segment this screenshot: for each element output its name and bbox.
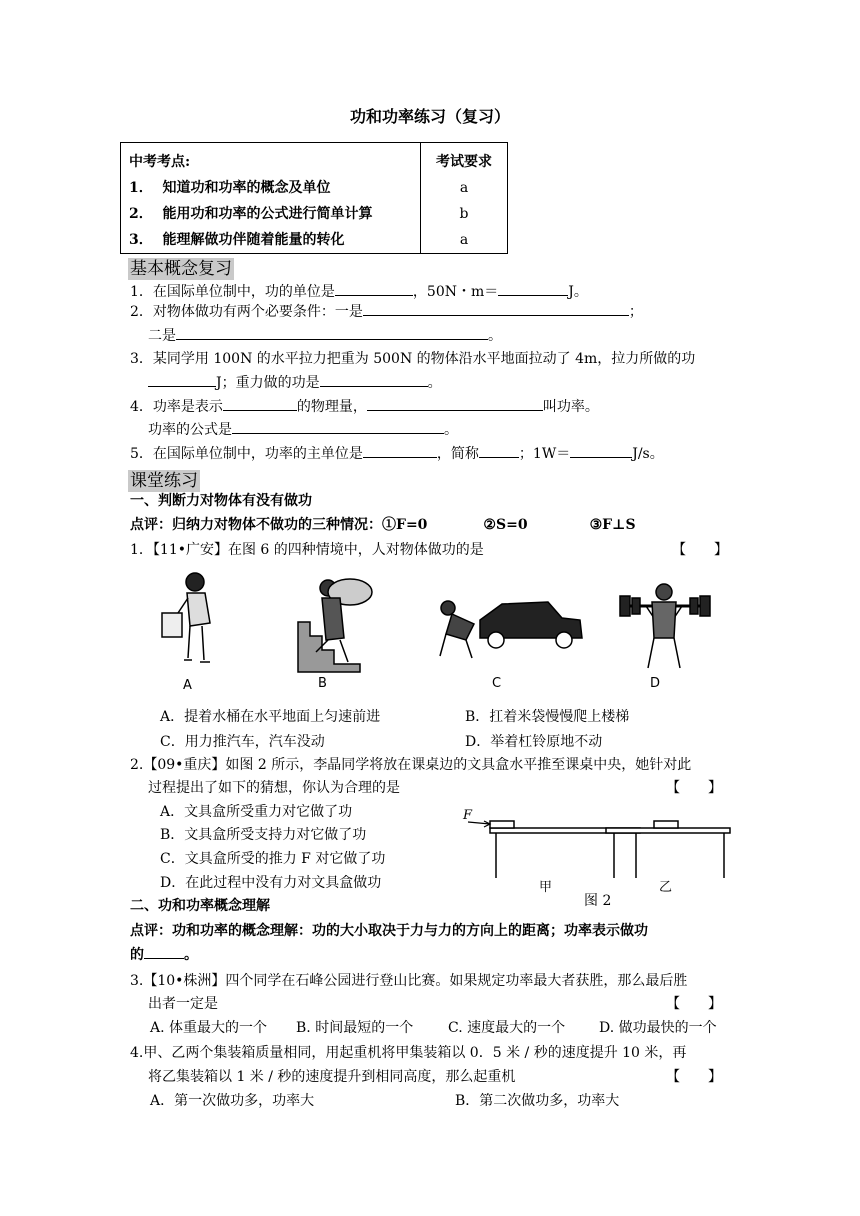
exam-point-num: 1． <box>129 180 153 196</box>
requirements-cell <box>421 143 508 254</box>
q-text: J；重力做的功是 <box>216 375 320 391</box>
q-text: 3．某同学用 100N 的水平拉力把重为 500N 的物体沿水平地面拉动了 4m，拉力所做的功 <box>130 351 696 367</box>
table-yi <box>606 821 730 878</box>
option-a: A．第一次做功多，功率大 <box>150 1093 315 1109</box>
exam-point-num: 2． <box>129 206 153 222</box>
option-d: D．举着杠铃原地不动 <box>465 734 603 750</box>
note-text: 的 <box>130 947 144 963</box>
q-text: 。 <box>427 375 442 391</box>
option-c: C．用力推汽车，汽车没动 <box>160 734 325 750</box>
figure-label-d: D <box>650 676 661 691</box>
blank <box>176 325 488 340</box>
blank <box>335 281 413 296</box>
figure-c-car-push <box>440 601 582 658</box>
option-b: B．第二次做功多，功率大 <box>455 1093 620 1109</box>
exam-point-text: 知道功和功率的概念及单位 <box>162 180 331 196</box>
q-text: J。 <box>568 284 588 300</box>
q-text: ；1W＝ <box>518 446 571 462</box>
figure-label-c: C <box>492 676 502 691</box>
figure-6 <box>150 568 730 696</box>
q-text: 1．在国际单位制中，功的单位是 <box>130 284 335 300</box>
note-text: ②S=0 <box>483 517 528 533</box>
problem-2-stem: 2.【09•重庆】如图 2 所示，李晶同学将放在课桌边的文具盒水平推至课桌中央，她针对此 <box>130 757 692 773</box>
exam-point-text: 能用功和功率的公式进行简单计算 <box>162 206 373 222</box>
part-2-title: 二、功和功率概念理解 <box>130 898 270 914</box>
answer-bracket: 【 】 <box>666 1069 722 1085</box>
q-text: J/s。 <box>632 446 664 462</box>
section-heading: 基本概念复习 <box>130 259 232 279</box>
exam-points-cell <box>121 143 421 254</box>
q-text: 叫功率。 <box>542 399 599 415</box>
figure-label-yi: 乙 <box>659 880 673 895</box>
q-text: 功率的公式是 <box>148 422 232 438</box>
requirements-header: 考试要求 <box>436 154 492 170</box>
problem-1-stem: 1．【11•广安】在图 6 的四种情境中，人对物体做功的是 <box>130 542 484 558</box>
exam-points-header: 中考考点: <box>129 154 191 170</box>
q-text: 二是 <box>148 328 176 344</box>
force-label: F <box>463 808 473 823</box>
figure-b-stairs-person <box>298 579 372 672</box>
exam-point-text: 能理解做功伴随着能量的转化 <box>162 232 345 248</box>
note-text: 点评：归纳力对物体不做功的三种情况：①F=0 <box>130 517 428 533</box>
q-text: 2．对物体做功有两个必要条件：一是 <box>130 304 363 320</box>
blank <box>570 443 632 458</box>
option-d: D．在此过程中没有力对文具盒做功 <box>160 875 382 891</box>
blank <box>363 443 437 458</box>
problem-2-stem-cont: 过程提出了如下的猜想，你认为合理的是 <box>148 780 400 796</box>
problem-4-stem: 4.甲、乙两个集装箱质量相同，用起重机将甲集装箱以 0．5 米 / 秒的速度提升 10 米，再 <box>130 1045 687 1061</box>
option-c: C．文具盒所受的推力 F 对它做了功 <box>160 851 386 867</box>
answer-bracket: 【 】 <box>666 780 722 796</box>
blank <box>148 372 216 387</box>
exam-requirements-table <box>120 142 508 254</box>
blank <box>367 396 543 411</box>
question-5 <box>130 441 664 467</box>
note-text: ③F⊥S <box>589 517 636 533</box>
note-text: 。 <box>184 947 198 963</box>
q-text: 4．功率是表示 <box>130 399 223 415</box>
blank <box>232 419 444 434</box>
figure-2 <box>460 808 740 880</box>
figure-d-weightlifter <box>620 584 710 668</box>
option-b: B. 时间最短的一个 <box>296 1020 414 1036</box>
part-2-note-cont <box>130 942 198 968</box>
answer-bracket: 【 】 <box>666 996 722 1012</box>
option-a: A．文具盒所受重力对它做了功 <box>160 804 353 820</box>
part-1-title: 一、判断力对物体有没有做功 <box>130 493 312 509</box>
problem-3-stem: 3.【10•株洲】四个同学在石峰公园进行登山比赛。如果规定功率最大者获胜，那么最后胜 <box>130 973 688 989</box>
problem-4-stem-cont: 将乙集装箱以 1 米 / 秒的速度提升到相同高度，那么起重机 <box>148 1069 516 1085</box>
question-4-cont <box>148 417 458 443</box>
answer-bracket: 【 】 <box>672 542 728 558</box>
option-c: C. 速度最大的一个 <box>448 1020 566 1036</box>
question-2 <box>130 299 643 325</box>
q-text: 。 <box>444 422 458 438</box>
option-b: B．扛着米袋慢慢爬上楼梯 <box>465 709 630 725</box>
blank <box>479 443 519 458</box>
section-heading: 课堂练习 <box>130 471 198 491</box>
q-text: ； <box>628 304 643 320</box>
q-text: 。 <box>488 328 502 344</box>
option-d: D. 做功最快的一个 <box>599 1020 717 1036</box>
q-text: ，50N・m＝ <box>412 284 499 300</box>
question-3-cont <box>148 370 442 396</box>
requirement-1: a <box>459 180 469 196</box>
option-a: A．提着水桶在水平地面上匀速前进 <box>160 709 381 725</box>
blank <box>223 396 297 411</box>
q-text: ，简称 <box>436 446 479 462</box>
exam-point-1 <box>129 175 412 201</box>
exam-point-num: 3． <box>129 232 153 248</box>
blank <box>363 301 629 316</box>
requirement-3: a <box>459 232 469 248</box>
part-1-note <box>130 512 636 538</box>
part-2-note: 点评：功和功率的概念理解：功的大小取决于力与力的方向上的距离；功率表示做功 <box>130 923 648 939</box>
figure-a-bucket-person <box>162 573 210 662</box>
figure-2-caption: 图 2 <box>584 893 612 909</box>
question-3 <box>130 346 695 372</box>
blank <box>498 281 568 296</box>
exam-point-3 <box>129 227 412 253</box>
page-title: 功和功率练习（复习） <box>349 107 510 126</box>
blank <box>320 372 428 387</box>
section-basic-concepts <box>128 254 234 279</box>
figure-label-jia: 甲 <box>539 880 553 895</box>
q-text: 的物理量， <box>296 399 367 415</box>
option-a: A. 体重最大的一个 <box>150 1020 268 1036</box>
requirement-2: b <box>459 206 469 222</box>
q-text: 5．在国际单位制中，功率的主单位是 <box>130 446 363 462</box>
problem-3-stem-cont: 出者一定是 <box>148 996 218 1012</box>
option-b: B．文具盒所受支持力对它做了功 <box>160 827 367 843</box>
blank <box>144 944 184 959</box>
figure-label-b: B <box>318 676 327 691</box>
figure-label-a: A <box>183 678 192 693</box>
exam-point-2 <box>129 201 412 227</box>
